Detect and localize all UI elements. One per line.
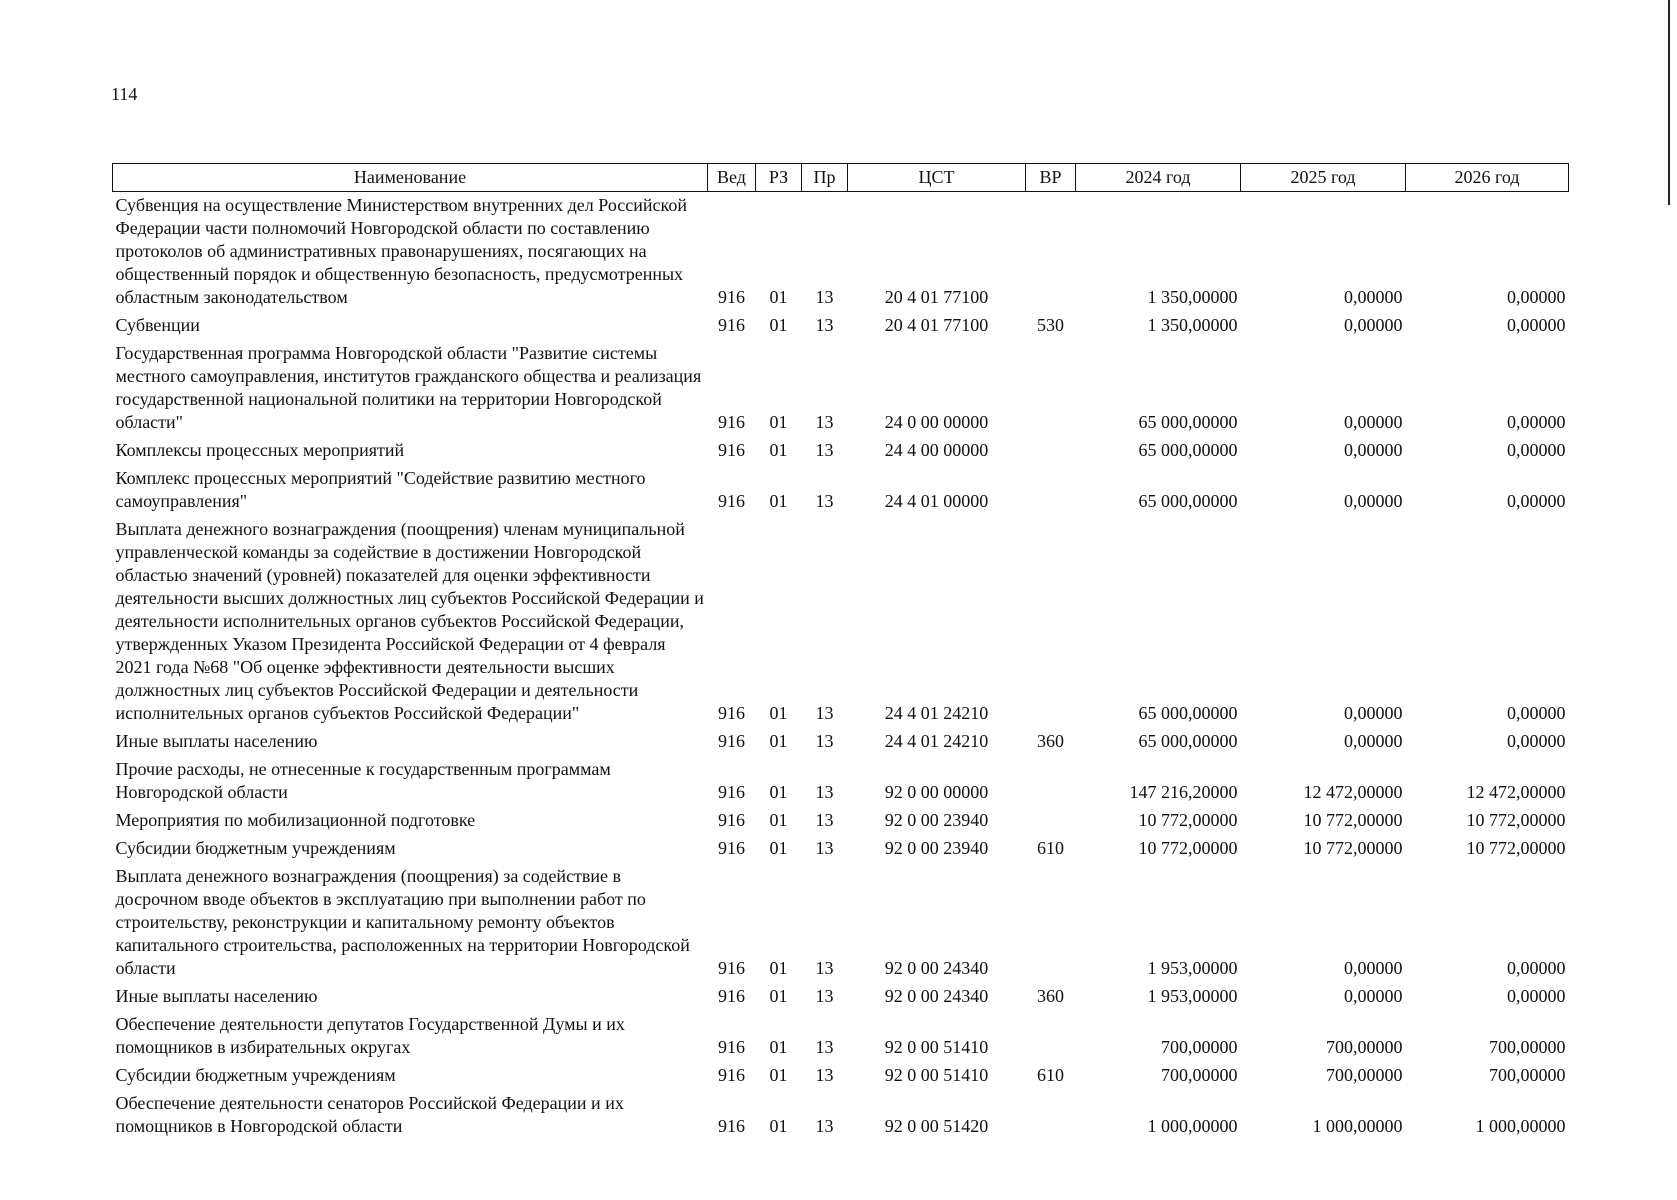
cell-name: Мероприятия по мобилизационной подготовке	[115, 810, 476, 830]
cell-2025: 700,00000	[1326, 1065, 1403, 1085]
cell-name: Субвенции	[115, 315, 200, 335]
cell-vr	[1026, 192, 1076, 313]
cell-2026: 1 000,00000	[1475, 1116, 1566, 1136]
cell-pr: 13	[815, 1065, 834, 1085]
table-body	[113, 192, 1569, 1142]
cell-vr: 610	[1037, 838, 1064, 858]
cell-2026: 700,00000	[1489, 1065, 1566, 1085]
cell-ved: 916	[718, 287, 745, 307]
cell-pr: 13	[815, 986, 834, 1006]
cell-2026: 0,00000	[1507, 491, 1566, 511]
cell-rz: 01	[769, 315, 788, 335]
cell-pr: 13	[815, 810, 834, 830]
cell-cst: 20 4 01 77100	[884, 287, 989, 307]
cell-ved: 916	[718, 440, 745, 460]
header-ved: Вед	[708, 164, 756, 192]
cell-2026: 0,00000	[1507, 703, 1566, 723]
table-row	[113, 807, 1569, 835]
cell-2026: 10 772,00000	[1466, 838, 1566, 858]
cell-2025: 0,00000	[1344, 986, 1403, 1006]
cell-2025: 10 772,00000	[1303, 810, 1403, 830]
cell-name: Субвенция на осуществление Министерством внутренних дел Российской Федерации части полномочий Новгородской области по составлению протоколов об административных правонарушениях, посягающих на общественный порядок и общественную безопасность, предусмотренных областным законодательством	[115, 195, 687, 307]
cell-ved: 916	[718, 986, 745, 1006]
cell-vr	[1026, 807, 1076, 835]
cell-pr: 13	[815, 1116, 834, 1136]
cell-2025: 0,00000	[1344, 440, 1403, 460]
cell-rz: 01	[769, 491, 788, 511]
budget-table	[112, 163, 1569, 1141]
cell-vr	[1026, 437, 1076, 465]
table-row	[113, 983, 1569, 1011]
cell-cst: 24 0 00 00000	[884, 412, 989, 432]
cell-rz: 01	[769, 703, 788, 723]
cell-2024: 65 000,00000	[1138, 731, 1238, 751]
cell-rz: 01	[769, 838, 788, 858]
cell-ved: 916	[718, 1065, 745, 1085]
cell-2025: 1 000,00000	[1312, 1116, 1403, 1136]
cell-pr: 13	[815, 782, 834, 802]
cell-ved: 916	[718, 491, 745, 511]
cell-vr	[1026, 340, 1076, 437]
table-row	[113, 756, 1569, 807]
cell-pr: 13	[815, 838, 834, 858]
cell-cst: 20 4 01 77100	[884, 315, 989, 335]
cell-2026: 0,00000	[1507, 440, 1566, 460]
table-row	[113, 465, 1569, 516]
cell-vr	[1026, 1090, 1076, 1141]
cell-name: Иные выплаты населению	[115, 731, 318, 751]
cell-2026: 0,00000	[1507, 315, 1566, 335]
cell-cst: 24 4 01 00000	[884, 491, 989, 511]
cell-name: Выплата денежного вознаграждения (поощрения) за содействие в досрочном вводе объектов в эксплуатацию при выполнении работ по строительству, реконструкции и капитальному ремонту объектов капитального строительства, расположенных на территории Новгородской области	[115, 866, 690, 978]
cell-pr: 13	[815, 440, 834, 460]
table-row	[113, 516, 1569, 728]
header-2025: 2025 год	[1241, 164, 1406, 192]
cell-pr: 13	[815, 287, 834, 307]
header-2026: 2026 год	[1406, 164, 1569, 192]
table-row	[113, 192, 1569, 313]
cell-ved: 916	[718, 731, 745, 751]
cell-cst: 24 4 01 24210	[884, 703, 989, 723]
cell-rz: 01	[769, 731, 788, 751]
cell-2024: 1 350,00000	[1147, 287, 1238, 307]
cell-name: Субсидии бюджетным учреждениям	[115, 1065, 396, 1085]
cell-2024: 147 216,20000	[1129, 782, 1238, 802]
cell-2025: 0,00000	[1344, 491, 1403, 511]
cell-pr: 13	[815, 731, 834, 751]
cell-cst: 92 0 00 51410	[884, 1037, 989, 1057]
cell-vr: 360	[1037, 986, 1064, 1006]
cell-cst: 92 0 00 51410	[884, 1065, 989, 1085]
cell-pr: 13	[815, 491, 834, 511]
cell-2025: 0,00000	[1344, 412, 1403, 432]
cell-ved: 916	[718, 958, 745, 978]
cell-2024: 700,00000	[1161, 1065, 1238, 1085]
cell-rz: 01	[769, 1116, 788, 1136]
cell-pr: 13	[815, 315, 834, 335]
table-row	[113, 312, 1569, 340]
cell-name: Обеспечение деятельности депутатов Государственной Думы и их помощников в избирательных округах	[115, 1014, 625, 1057]
cell-2024: 1 350,00000	[1147, 315, 1238, 335]
cell-vr: 610	[1037, 1065, 1064, 1085]
cell-cst: 92 0 00 51420	[884, 1116, 989, 1136]
cell-pr: 13	[815, 703, 834, 723]
cell-2026: 0,00000	[1507, 412, 1566, 432]
cell-2025: 12 472,00000	[1303, 782, 1403, 802]
cell-rz: 01	[769, 1037, 788, 1057]
cell-2024: 1 953,00000	[1147, 958, 1238, 978]
header-cst: ЦСТ	[848, 164, 1026, 192]
cell-vr: 360	[1037, 731, 1064, 751]
cell-ved: 916	[718, 1037, 745, 1057]
header-name: Наименование	[113, 164, 708, 192]
cell-ved: 916	[718, 810, 745, 830]
table-row	[113, 1011, 1569, 1062]
cell-2025: 700,00000	[1326, 1037, 1403, 1057]
cell-2024: 1 953,00000	[1147, 986, 1238, 1006]
header-vr: ВР	[1026, 164, 1076, 192]
cell-ved: 916	[718, 412, 745, 432]
cell-2024: 10 772,00000	[1138, 810, 1238, 830]
cell-2025: 0,00000	[1344, 287, 1403, 307]
cell-ved: 916	[718, 315, 745, 335]
cell-2025: 0,00000	[1344, 731, 1403, 751]
cell-ved: 916	[718, 1116, 745, 1136]
cell-rz: 01	[769, 958, 788, 978]
cell-ved: 916	[718, 703, 745, 723]
cell-2026: 10 772,00000	[1466, 810, 1566, 830]
table-row	[113, 1062, 1569, 1090]
table-row	[113, 437, 1569, 465]
cell-cst: 92 0 00 23940	[884, 810, 989, 830]
table-row	[113, 340, 1569, 437]
cell-2026: 0,00000	[1507, 958, 1566, 978]
cell-rz: 01	[769, 287, 788, 307]
scan-edge-line	[1668, 0, 1670, 205]
cell-cst: 92 0 00 24340	[884, 986, 989, 1006]
cell-cst: 92 0 00 00000	[884, 782, 989, 802]
table-row	[113, 835, 1569, 863]
cell-rz: 01	[769, 810, 788, 830]
cell-name: Субсидии бюджетным учреждениям	[115, 838, 396, 858]
cell-name: Комплекс процессных мероприятий "Содействие развитию местного самоуправления"	[115, 468, 646, 511]
cell-pr: 13	[815, 412, 834, 432]
cell-2026: 0,00000	[1507, 287, 1566, 307]
cell-2024: 65 000,00000	[1138, 703, 1238, 723]
cell-vr	[1026, 756, 1076, 807]
cell-name: Государственная программа Новгородской области "Развитие системы местного самоуправления, институтов гражданского общества и реализация государственной национальной политики на территории Новгородской области"	[115, 343, 702, 432]
cell-name: Выплата денежного вознаграждения (поощрения) членам муниципальной управленческой команды за содействие в достижении Новгородской областью значений (уровней) показателей для оценки эффективности деятельности высших должностных лиц субъектов Российской Федерации и деятельности исполнительных органов субъектов Российской Федерации, утвержденных Указом Президента Российской Федерации от 4 февраля 2021 года №68 "Об оценке эффективности деятельности высших должностных лиц субъектов Российской Федерации и деятельности исполнительных органов субъектов Российской Федерации"	[115, 519, 704, 723]
cell-name: Прочие расходы, не отнесенные к государственным программам Новгородской области	[115, 759, 611, 802]
table-row	[113, 1090, 1569, 1141]
cell-pr: 13	[815, 1037, 834, 1057]
cell-pr: 13	[815, 958, 834, 978]
cell-name: Обеспечение деятельности сенаторов Российской Федерации и их помощников в Новгородской области	[115, 1093, 624, 1136]
header-pr: Пр	[802, 164, 848, 192]
cell-rz: 01	[769, 986, 788, 1006]
cell-cst: 24 4 00 00000	[884, 440, 989, 460]
cell-cst: 24 4 01 24210	[884, 731, 989, 751]
cell-ved: 916	[718, 838, 745, 858]
cell-2025: 0,00000	[1344, 315, 1403, 335]
cell-2026: 0,00000	[1507, 986, 1566, 1006]
cell-vr	[1026, 516, 1076, 728]
cell-2025: 0,00000	[1344, 703, 1403, 723]
cell-rz: 01	[769, 1065, 788, 1085]
cell-2026: 700,00000	[1489, 1037, 1566, 1057]
cell-2024: 65 000,00000	[1138, 412, 1238, 432]
cell-vr: 530	[1037, 315, 1064, 335]
cell-vr	[1026, 465, 1076, 516]
cell-vr	[1026, 863, 1076, 983]
header-rz: РЗ	[756, 164, 802, 192]
table-header	[113, 164, 1569, 192]
cell-cst: 92 0 00 24340	[884, 958, 989, 978]
cell-2025: 10 772,00000	[1303, 838, 1403, 858]
cell-2024: 65 000,00000	[1138, 491, 1238, 511]
page-number: 114	[111, 84, 138, 104]
cell-2024: 65 000,00000	[1138, 440, 1238, 460]
cell-2026: 0,00000	[1507, 731, 1566, 751]
cell-cst: 92 0 00 23940	[884, 838, 989, 858]
cell-vr	[1026, 1011, 1076, 1062]
cell-2026: 12 472,00000	[1466, 782, 1566, 802]
cell-rz: 01	[769, 782, 788, 802]
cell-name: Комплексы процессных мероприятий	[115, 440, 405, 460]
cell-name: Иные выплаты населению	[115, 986, 318, 1006]
cell-rz: 01	[769, 412, 788, 432]
cell-2024: 1 000,00000	[1147, 1116, 1238, 1136]
cell-ved: 916	[718, 782, 745, 802]
table-row	[113, 863, 1569, 983]
cell-2024: 10 772,00000	[1138, 838, 1238, 858]
cell-rz: 01	[769, 440, 788, 460]
cell-2024: 700,00000	[1161, 1037, 1238, 1057]
header-2024: 2024 год	[1076, 164, 1241, 192]
table-row	[113, 728, 1569, 756]
cell-2025: 0,00000	[1344, 958, 1403, 978]
